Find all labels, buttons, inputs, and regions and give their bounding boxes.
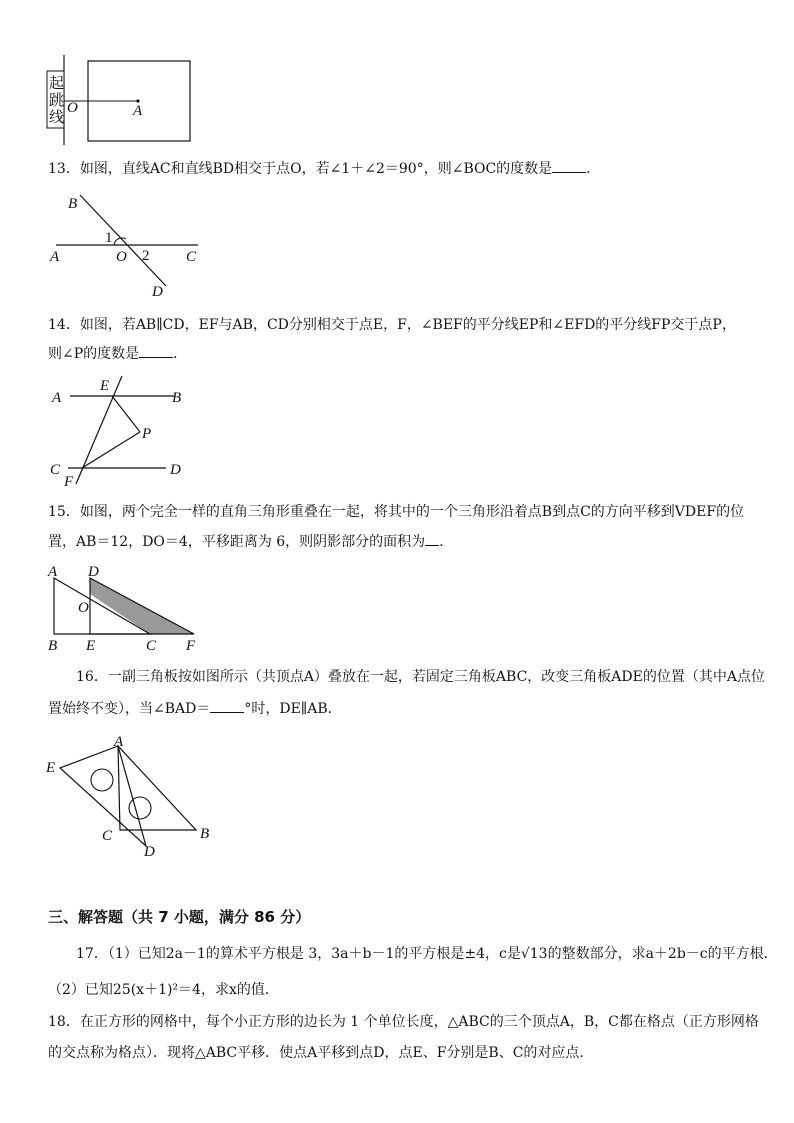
label-a: A: [50, 249, 60, 265]
label-b: B: [172, 390, 182, 406]
label-d: D: [88, 564, 99, 580]
q13-blank: [552, 160, 586, 173]
label-c: C: [186, 249, 197, 265]
q16-blank: [210, 700, 244, 713]
label-d: D: [144, 844, 155, 860]
point-a: A: [133, 103, 143, 119]
label-b: B: [48, 638, 58, 654]
q17-line2: （2）已知25(x＋1)²＝4，求x的值．: [48, 982, 279, 998]
label-f: F: [64, 474, 74, 490]
label-o: O: [78, 600, 89, 616]
q14-blank: [139, 345, 173, 358]
label-a: A: [48, 564, 58, 580]
q14-line2: 则∠P的度数是 ．: [48, 346, 188, 362]
label-b: B: [200, 826, 210, 842]
jump-label-1: 起: [49, 76, 65, 92]
label-b: B: [68, 196, 78, 212]
label-c: C: [102, 828, 113, 844]
jump-label-3: 线: [49, 110, 65, 126]
jump-label-2: 跳: [49, 93, 65, 109]
q14-figure: [48, 372, 198, 492]
q16-figure: [44, 732, 224, 862]
label-a: A: [114, 734, 124, 750]
point-o: O: [67, 100, 78, 116]
jump-figure: [40, 55, 200, 150]
label-e: E: [46, 760, 56, 776]
label-p: P: [142, 426, 152, 442]
q13-figure: [48, 190, 208, 300]
q15-line1: 15．如图，两个完全一样的直角三角形重叠在一起，将其中的一个三角形沿着点B到点C的方向平移到VDEF的位: [48, 504, 745, 520]
q13-text: 13．如图，直线AC和直线BD相交于点O，若∠1＋∠2＝90°，则∠BOC的度数是 ．: [48, 161, 601, 177]
q15-figure: [46, 564, 216, 654]
label-d: D: [170, 462, 181, 478]
section-3-title: 三、解答题（共 7 小题，满分 86 分）: [48, 908, 311, 926]
label-e: E: [100, 378, 110, 394]
q18-line1: 18．在正方形的网格中，每个小正方形的边长为 1 个单位长度，△ABC的三个顶点A，B，C都在格点（正方形网格: [48, 1014, 759, 1030]
label-f: F: [186, 638, 196, 654]
label-a: A: [52, 390, 62, 406]
q17-line1: 17．（1）已知2a－1的算术平方根是 3，3a＋b－1的平方根是±4，c是√13的整数部分，求a＋2b－c的平方根．: [76, 946, 778, 962]
q14-line1: 14．如图，若AB∥CD，EF与AB，CD分别相交于点E，F，∠BEF的平分线EP和∠EFD的平分线FP交于点P，: [48, 317, 736, 333]
q15-blank: [425, 533, 439, 546]
q15-line2: 置，AB＝12，DO＝4，平移距离为 6，则阴影部分的面积为 ．: [48, 534, 454, 550]
q18-line2: 的交点称为格点）．现将△ABC平移．使点A平移到点D，点E、F分别是B、C的对应点．: [48, 1045, 594, 1061]
label-c: C: [146, 638, 157, 654]
label-d: D: [152, 284, 163, 300]
label-e: E: [86, 638, 96, 654]
q16-line2: 置始终不变），当∠BAD＝ °时，DE∥AB．: [48, 701, 342, 717]
label-o: O: [116, 249, 127, 265]
angle-2: 2: [142, 248, 150, 264]
label-c: C: [50, 462, 61, 478]
q16-line1: 16．一副三角板按如图所示（共顶点A）叠放在一起，若固定三角板ABC，改变三角板ADE的位置（其中A点位: [76, 669, 765, 685]
angle-1: 1: [105, 230, 113, 246]
